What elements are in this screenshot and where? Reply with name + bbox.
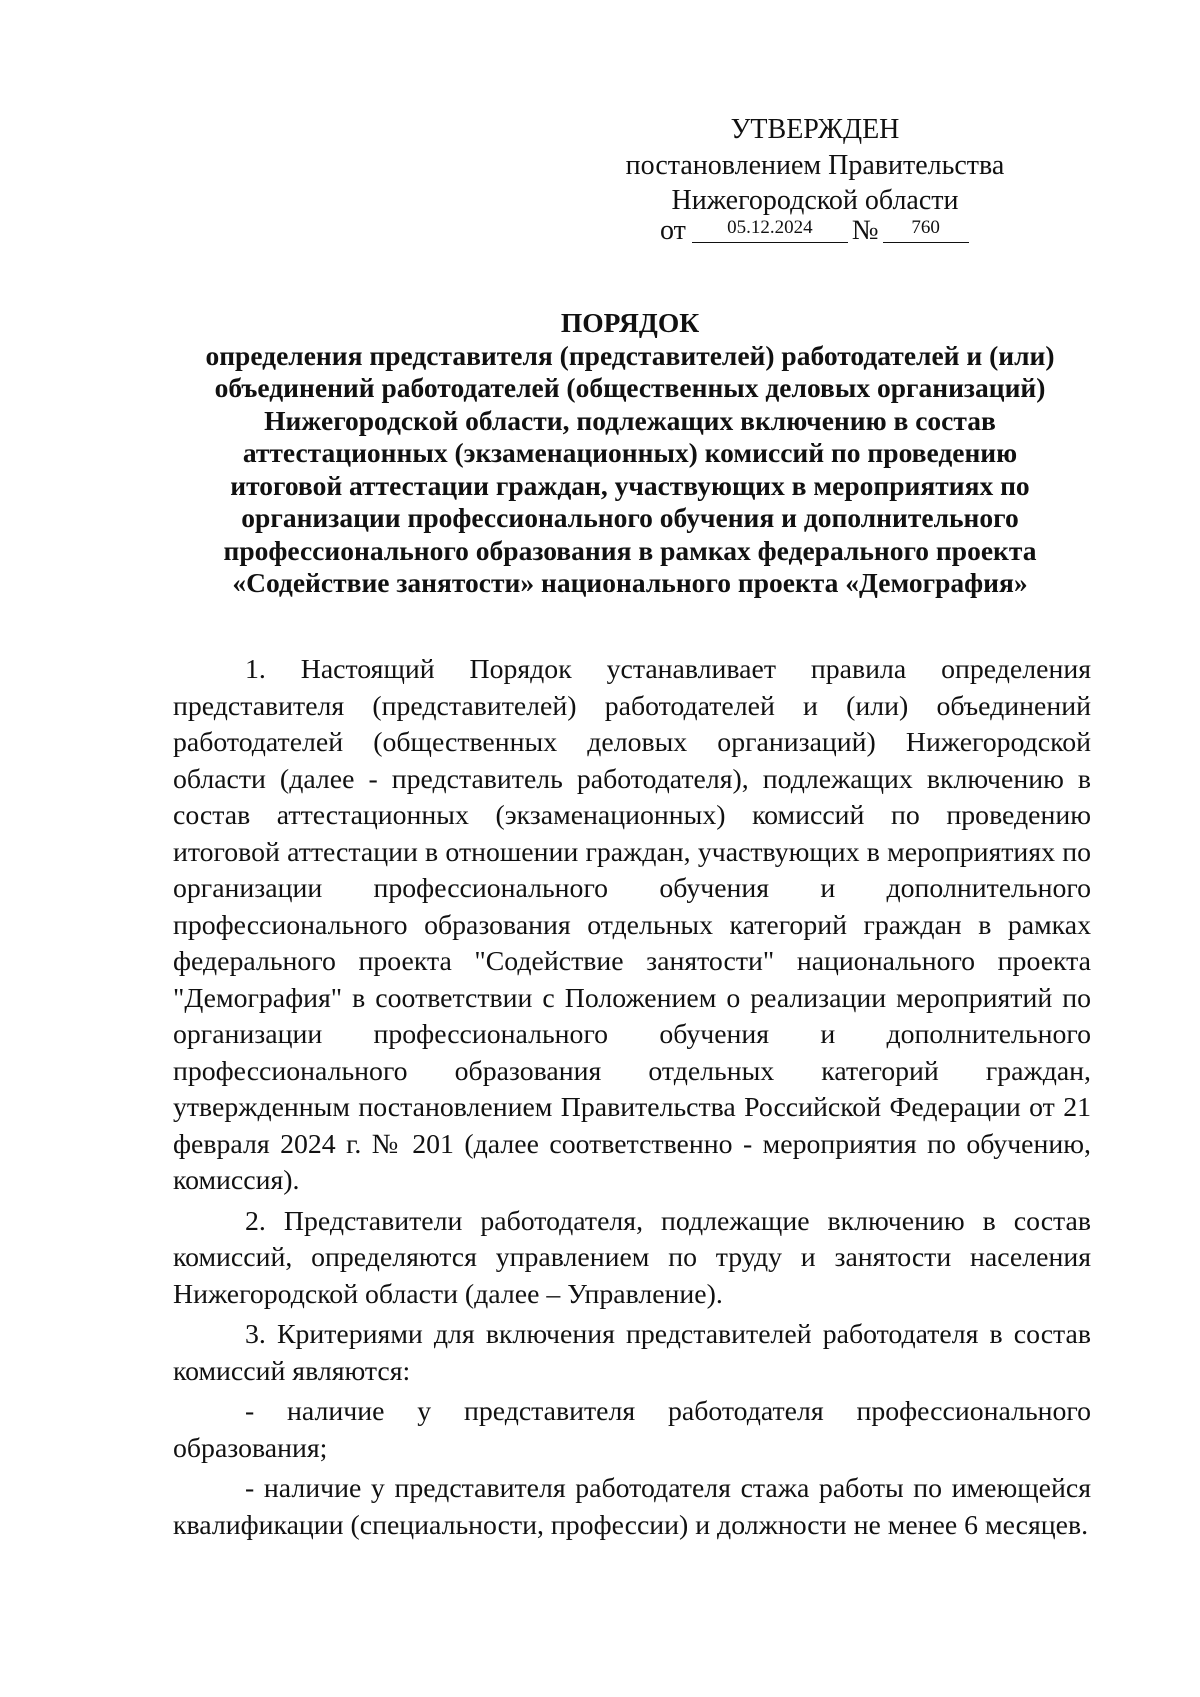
number-label: № <box>851 215 879 246</box>
title-line: «Содействие занятости» национального проекта «Демография» <box>232 567 1028 598</box>
paragraph-3: 3. Критериями для включения представителей работодателя в состав комиссий являются: <box>173 1319 1091 1387</box>
document-title <box>170 307 1090 600</box>
title-line: итоговой аттестации граждан, участвующих в мероприятиях по <box>230 469 1030 501</box>
paragraph-2: 2. Представители работодателя, подлежащие включению в состав комиссий, определяются управлением по труду и занятости населения Нижегородской области (далее – Управление). <box>173 1205 1091 1310</box>
title-line: определения представителя (представителей) работодателей и (или) <box>205 339 1055 371</box>
document-body <box>173 652 1091 1544</box>
title-heading: ПОРЯДОК <box>560 307 700 338</box>
decree-date: 05.12.2024 <box>692 216 848 243</box>
approval-date-line <box>660 213 969 249</box>
decree-number: 760 <box>883 216 969 243</box>
title-line: объединений работодателей (общественных деловых организаций) <box>214 372 1046 403</box>
paragraph-5: - наличие у представителя работодателя стажа работы по имеющейся квалификации (специальности, профессии) и должности не менее 6 месяцев. <box>173 1473 1091 1541</box>
approval-region: Нижегородской области <box>671 185 959 216</box>
title-line: профессионального образования в рамках федерального проекта <box>223 534 1037 566</box>
title-line: Нижегородской области, подлежащих включению в состав <box>264 404 996 436</box>
approval-authority: постановлением Правительства <box>625 150 1005 181</box>
title-line: аттестационных (экзаменационных) комиссий по проведению <box>242 437 1018 468</box>
paragraph-4: - наличие у представителя работодателя профессионального образования; <box>173 1396 1091 1464</box>
paragraph-1: 1. Настоящий Порядок устанавливает правила определения представителя (представителей) работодателей и (или) объединений работодателей (общественных деловых организаций) Нижегородской области (далее - представитель работодателя), подлежащих включению в состав аттестационных (экзаменационных) комиссий по проведению итоговой аттестации в отношении граждан, участвующих в мероприятиях по организации профессионального обучения и дополнительного профессионального образования отдельных категорий граждан в рамках федерального проекта "Содействие занятости" национального проекта "Демография" в соответствии с Положением о реализации мероприятий по организации профессионального обучения и дополнительного профессионального образования отдельных категорий граждан, утвержденным постановлением Правительства Российской Федерации от 21 февраля 2024 г. № 201 (далее соответственно - мероприятия по обучению, комиссия). <box>173 654 1091 1196</box>
approval-title: УТВЕРЖДЕН <box>730 114 900 145</box>
from-label: от <box>660 215 686 246</box>
title-line: организации профессионального обучения и дополнительного <box>241 502 1019 533</box>
